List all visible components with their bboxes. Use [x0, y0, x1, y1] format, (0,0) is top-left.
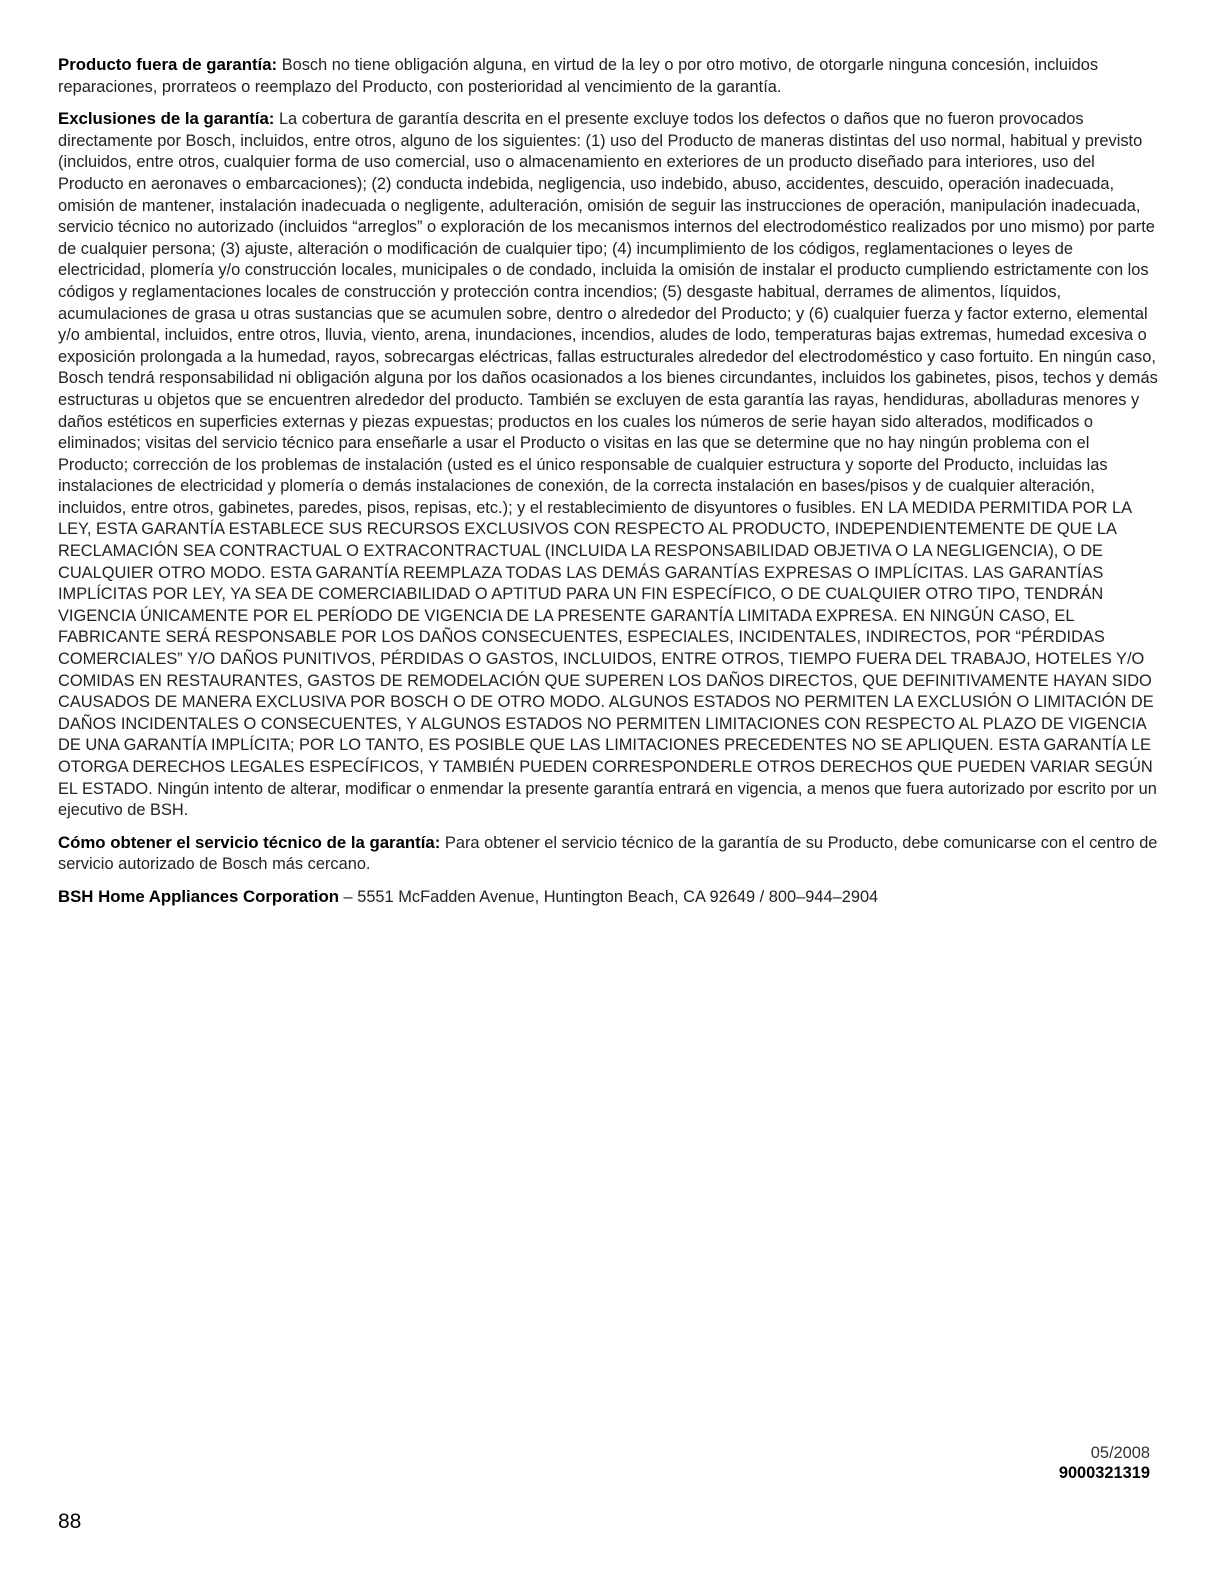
exclusions-body: La cobertura de garantía descrita en el presente excluye todos los defectos o daños que no fueron provocados directamente por Bosch, incluidos, entre otros, alguno de los siguientes: (1) uso del Producto de maneras distintas del uso normal, habitual y previsto (incluidos, entre otros, cualquier forma de uso comercial, uso o almacenamiento en exteriores de un producto diseñado para interiores, uso del Producto en aeronaves o embarcaciones); (2) conducta indebida, negligencia, uso indebido, abuso, accidentes, descuido, operación inadecuada, omisión de mantener, instalación inadecuada o negligente, adulteración, omisión de seguir las instrucciones de operación, manipulación inadecuada, servicio técnico no autorizado (incluidos “arreglos” o exploración de los mecanismos internos del electrodoméstico realizados por uno mismo) por parte de cualquier persona; (3) ajuste, alteración o modificación de cualquier tipo; (4) incumplimiento de los códigos, reglamentaciones o leyes de electricidad, plomería y/o construcción locales, municipales o de condado, incluida la omisión de instalar el producto cumpliendo estrictamente con los códigos y reglamentaciones locales de construcción y protección contra incendios; (5) desgaste habitual, derrames de alimentos, líquidos, acumulaciones de grasa u otras sustancias que se acumulen sobre, dentro o alrededor del Producto; y (6) cualquier fuerza y factor externo, elemental y/o ambiental, incluidos, entre otros, lluvia, viento, arena, inundaciones, incendios, aludes de lodo, temperaturas bajas extremas, humedad excesiva o exposición prolongada a la humedad, rayos, sobrecargas eléctricas, fallas estructurales alrededor del electrodoméstico y caso fortuito. En ningún caso, Bosch tendrá responsabilidad ni obligación alguna por los daños ocasionados a los bienes circundantes, incluidos los gabinetes, pisos, techos y demás estructuras u objetos que se encuentren alrededor del producto. También se excluyen de esta garantía las rayas, hendiduras, abolladuras menores y daños estéticos en superficies externas y piezas expuestas; productos en los cuales los números de serie hayan sido alterados, modificados o eliminados; visitas del servicio técnico para enseñarle a usar el Producto o visitas en las que se determine que no hay ningún problema con el Producto; corrección de los problemas de instalación (usted es el único responsable de cualquier estructura y soporte del Producto, incluidas las instalaciones de electricidad y plomería o demás instalaciones de conexión, de la correcta instalación en bases/pisos y de cualquier alteración, incluidos, entre otros, gabinetes, paredes, pisos, repisas, etc.); y el restablecimiento de disyuntores o fusibles. EN LA MEDIDA PERMITIDA POR LA LEY, ESTA GARANTÍA ESTABLECE SUS RECURSOS EXCLUSIVOS CON RESPECTO AL PRODUCTO, INDEPENDIENTEMENTE DE QUE LA RECLAMACIÓN SEA CONTRACTUAL O EXTRACONTRACTUAL (INCLUIDA LA RESPONSABILIDAD OBJETIVA O LA NEGLIGENCIA), O DE CUALQUIER OTRO MODO. ESTA GARANTÍA REEMPLAZA TODAS LAS DEMÁS GARANTÍAS EXPRESAS O IMPLÍCITAS. LAS GARANTÍAS IMPLÍCITAS POR LEY, YA SEA DE COMERCIABILIDAD O APTITUD PARA UN FIN ESPECÍFICO, O DE CUALQUIER OTRO TIPO, TENDRÁN VIGENCIA ÚNICAMENTE POR EL PERÍODO DE VIGENCIA DE LA PRESENTE GARANTÍA LIMITADA EXPRESA. EN NINGÚN CASO, EL FABRICANTE SERÁ RESPONSABLE POR LOS DAÑOS CONSECUENTES, ESPECIALES, INCIDENTALES, INDIRECTOS, POR “PÉRDIDAS COMERCIALES” Y/O DAÑOS PUNITIVOS, PÉRDIDAS O GASTOS, INCLUIDOS, ENTRE OTROS, TIEMPO FUERA DEL TRABAJO, HOTELES Y/O COMIDAS EN RESTAURANTES, GASTOS DE REMODELACIÓN QUE SUPEREN LOS DAÑOS DIRECTOS, QUE DEFINITIVAMENTE HAYAN SIDO CAUSADOS DE MANERA EXCLUSIVA POR BOSCH O DE OTRO MODO. ALGUNOS ESTADOS NO PERMITEN LA EXCLUSIÓN O LIMITACIÓN DE DAÑOS INCIDENTALES O CONSECUENTES, Y ALGUNOS ESTADOS NO PERMITEN LIMITACIONES CON RESPECTO AL PLAZO DE VIGENCIA DE UNA GARANTÍA IMPLÍCITA; POR LO TANTO, ES POSIBLE QUE LAS LIMITACIONES PRECEDENTES NO SE APLIQUEN. ESTA GARANTÍA LE OTORGA DERECHOS LEGALES ESPECÍFICOS, Y TAMBIÉN PUEDEN CORRESPONDERLE OTROS DERECHOS QUE PUEDEN VARIAR SEGÚN EL ESTADO. Ningún intento de alterar, modificar o enmendar la presente garantía entrará en vigencia, a menos que fuera autorizado por escrito por un ejecutivo de BSH. [58, 110, 1158, 820]
revision-date: 05/2008 [1090, 1444, 1150, 1462]
out-of-warranty-body: Bosch no tiene obligación alguna, en virtud de la ley o por otro motivo, de otorgarle ninguna concesión, incluidos reparaciones, prorrateos o reemplazo del Producto, con posterioridad al vencimiento de la garantía. [58, 56, 1099, 96]
warranty-text [58, 54, 1163, 919]
company-address: – 5551 McFadden Avenue, Huntington Beach, CA 92649 / 800–944–2904 [343, 887, 879, 906]
exclusions-heading: Exclusiones de la garantía: [58, 109, 275, 129]
company-name: BSH Home Appliances Corporation [58, 886, 339, 906]
service-heading: Cómo obtener el servicio técnico de la garantía: [58, 832, 441, 852]
document-number: 9000321319 [1058, 1464, 1150, 1482]
exclusions-paragraph [58, 108, 1163, 822]
contact-paragraph [58, 886, 1163, 909]
document-footer [1059, 1443, 1150, 1483]
out-of-warranty-paragraph [58, 54, 1163, 98]
service-body: Para obtener el servicio técnico de la garantía de su Producto, debe comunicarse con el centro de servicio autorizado de Bosch más cercano. [58, 833, 1158, 874]
page-number: 88 [58, 1510, 82, 1533]
out-of-warranty-heading: Producto fuera de garantía: [58, 55, 278, 74]
service-paragraph [58, 832, 1163, 876]
